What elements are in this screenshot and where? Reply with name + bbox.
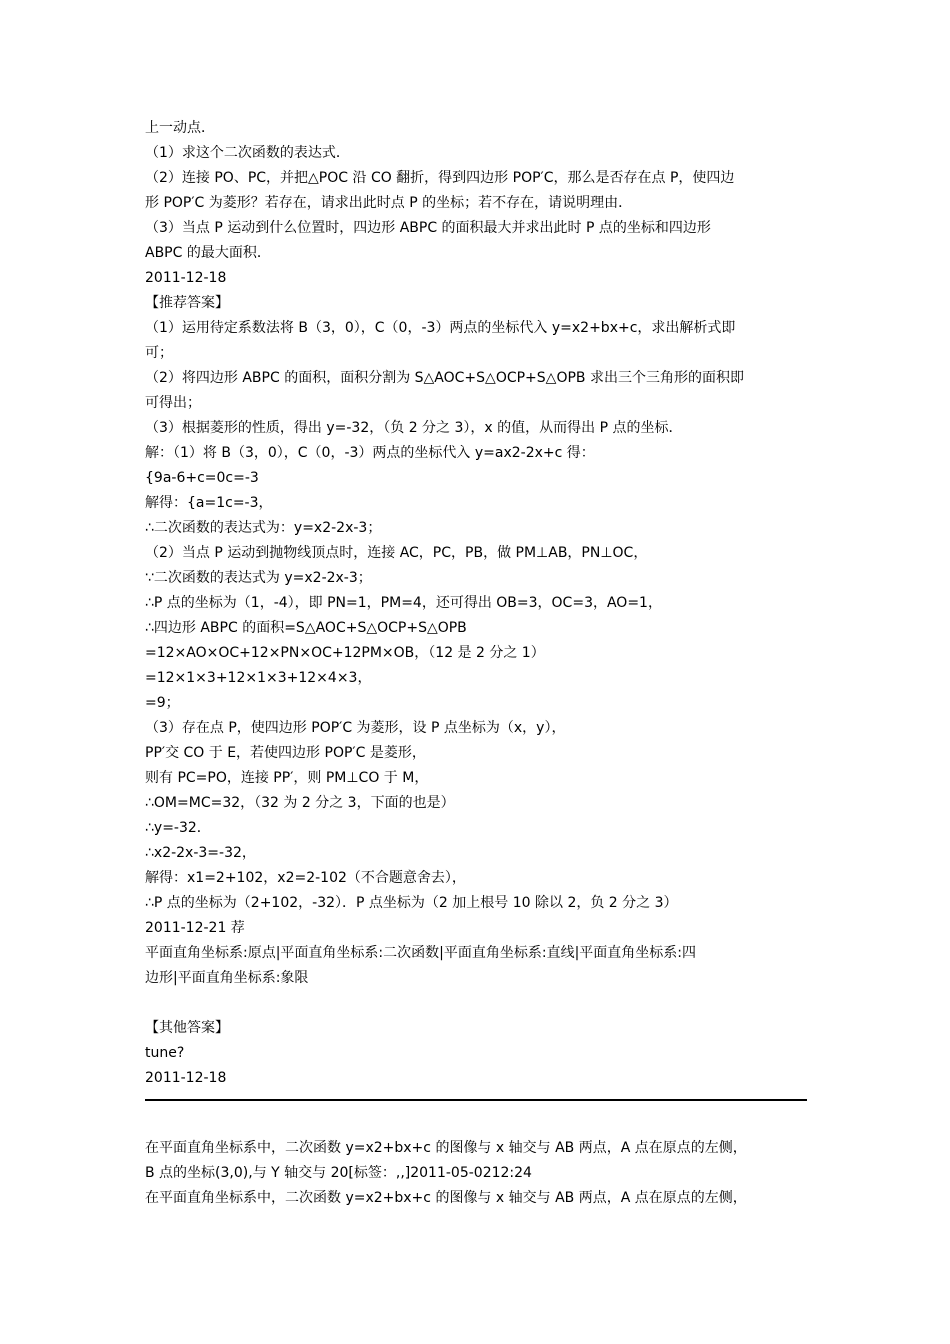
answer-line: ∴OM=MC=32，（32 为 2 分之 3，下面的也是） — [145, 795, 455, 811]
answer-line: PP′交 CO 于 E，若使四边形 POP′C 是菱形， — [145, 745, 426, 761]
other-answer-date: 2011-12-18 — [145, 1070, 227, 1086]
answer-line: （2）将四边形 ABPC 的面积，面积分割为 S△AOC+S△OCP+S△OPB 求出三个三角形的面积即 — [145, 370, 744, 386]
answer-line: 则有 PC=PO，连接 PP′，则 PM⊥CO 于 M， — [145, 770, 429, 786]
related-line: 在平面直角坐标系中，二次函数 y=x2+bx+c 的图像与 x 轴交与 AB 两点，A 点在原点的左侧， — [145, 1190, 747, 1206]
other-answer-line: tune? — [145, 1045, 185, 1061]
related-question-block — [145, 1136, 810, 1211]
answer-line: =12×AO×OC+12×PN×OC+12PM×OB，（12 是 2 分之 1） — [145, 645, 545, 661]
answer-line: （2）当点 P 运动到抛物线顶点时，连接 AC，PC，PB，做 PM⊥AB，PN⊥OC， — [145, 545, 648, 561]
tags-block — [145, 941, 810, 991]
question-line: （3）当点 P 运动到什么位置时，四边形 ABPC 的面积最大并求出此时 P 点的坐标和四边形 — [145, 220, 711, 236]
tags-line: 边形|平面直角坐标系:象限 — [145, 970, 309, 986]
question-line: （1）求这个二次函数的表达式． — [145, 145, 350, 161]
answer-line: 解得：{a=1c=-3， — [145, 495, 273, 511]
document-page — [145, 116, 810, 1211]
answer-line: =12×1×3+12×1×3+12×4×3， — [145, 670, 372, 686]
answer-line: ∴y=-32． — [145, 820, 211, 836]
answer-date: 2011-12-21 荐 — [145, 920, 245, 936]
question-line: （2）连接 PO、PC，并把△POC 沿 CO 翻折，得到四边形 POP′C，那么是否存在点 P，使四边 — [145, 170, 735, 186]
question-block — [145, 116, 810, 291]
answer-line: 可； — [145, 345, 173, 361]
answer-line: ∴x2-2x-3=-32， — [145, 845, 256, 861]
question-line: 上一动点． — [145, 120, 215, 136]
answer-line: ∴四边形 ABPC 的面积=S△AOC+S△OCP+S△OPB — [145, 620, 467, 636]
related-line: B 点的坐标(3,0),与 Y 轴交与 20[标签：,,]2011-05-0212:24 — [145, 1165, 532, 1181]
question-date: 2011-12-18 — [145, 270, 227, 286]
answer-line: 解得：x1=2+102，x2=2-102（不合题意舍去）， — [145, 870, 466, 886]
divider — [145, 1099, 807, 1101]
recommended-answer-block — [145, 291, 810, 941]
spacer — [145, 991, 810, 1016]
answer-line: ∴二次函数的表达式为：y=x2-2x-3； — [145, 520, 382, 536]
answer-line: =9； — [145, 695, 180, 711]
answer-line: ∵二次函数的表达式为 y=x2-2x-3； — [145, 570, 372, 586]
answer-line: 可得出； — [145, 395, 201, 411]
question-line: 形 POP′C 为菱形？若存在，请求出此时点 P 的坐标；若不存在，请说明理由． — [145, 195, 633, 211]
tags-line: 平面直角坐标系:原点|平面直角坐标系:二次函数|平面直角坐标系:直线|平面直角坐标系:四 — [145, 945, 697, 961]
answer-line: {9a-6+c=0c=-3 — [145, 470, 259, 486]
answer-line: 解：（1）将 B（3，0），C（0，-3）两点的坐标代入 y=ax2-2x+c 得： — [145, 445, 595, 461]
answer-line: ∴P 点的坐标为（1，-4），即 PN=1，PM=4，还可得出 OB=3，OC=3，AO=1， — [145, 595, 662, 611]
answer-line: （1）运用待定系数法将 B（3，0），C（0，-3）两点的坐标代入 y=x2+bx+c，求出解析式即 — [145, 320, 736, 336]
recommended-heading: 【推荐答案】 — [145, 295, 229, 311]
related-line: 在平面直角坐标系中，二次函数 y=x2+bx+c 的图像与 x 轴交与 AB 两点，A 点在原点的左侧， — [145, 1140, 747, 1156]
other-answer-block — [145, 1016, 810, 1091]
other-heading: 【其他答案】 — [145, 1020, 229, 1036]
question-line: ABPC 的最大面积． — [145, 245, 271, 261]
answer-line: （3）根据菱形的性质，得出 y=-32，（负 2 分之 3），x 的值，从而得出 P 点的坐标． — [145, 420, 683, 436]
answer-line: （3）存在点 P，使四边形 POP′C 为菱形，设 P 点坐标为（x，y）， — [145, 720, 566, 736]
answer-line: ∴P 点的坐标为（2+102，-32）．P 点坐标为（2 加上根号 10 除以 2，负 2 分之 3） — [145, 895, 678, 911]
